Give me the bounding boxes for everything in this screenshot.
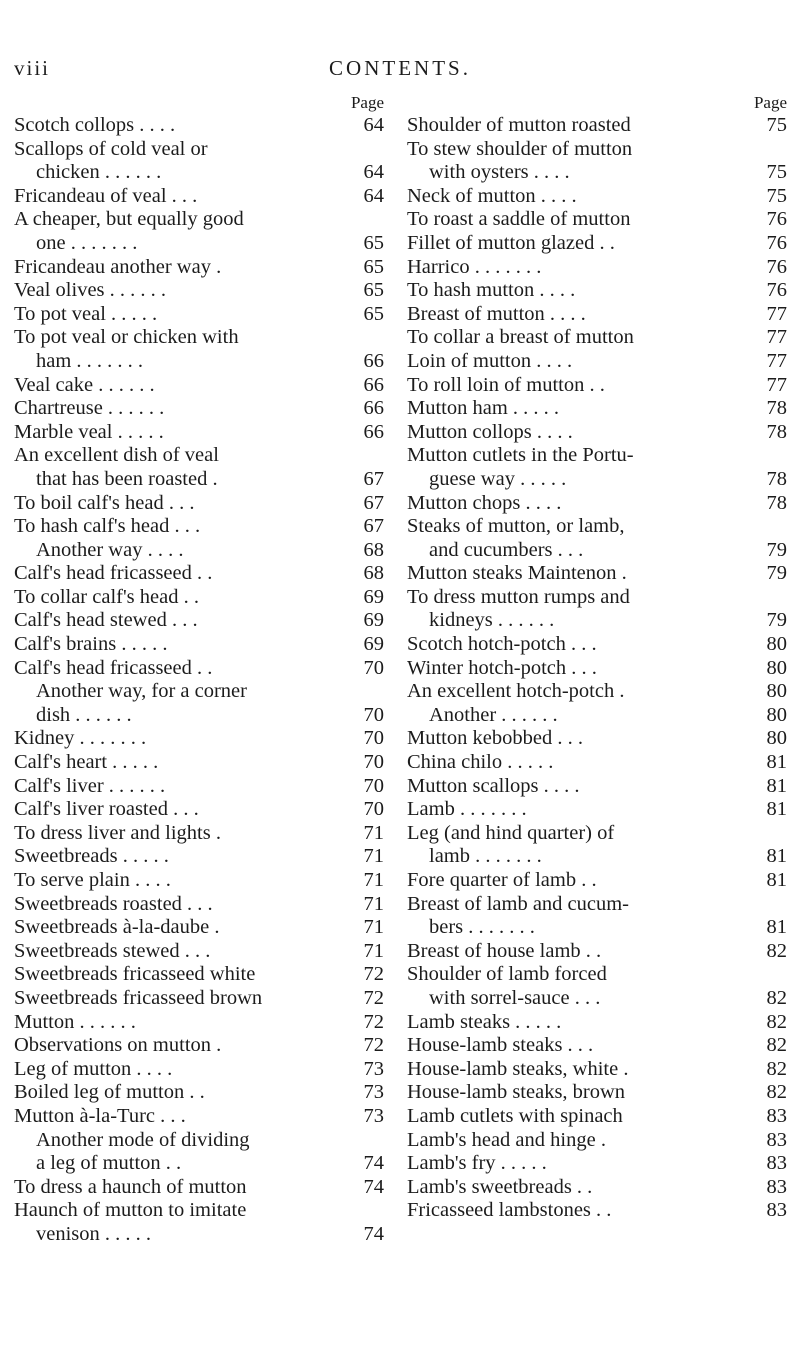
contents-entry bbox=[407, 845, 787, 869]
contents-entry bbox=[407, 138, 787, 162]
contents-entry bbox=[14, 562, 384, 586]
contents-entry bbox=[407, 1105, 787, 1129]
entry-title: Sweetbreads à-la-daube . bbox=[14, 916, 220, 939]
contents-entry bbox=[14, 963, 384, 987]
entry-page-number: 81 bbox=[766, 774, 787, 797]
page-number: viii bbox=[14, 56, 51, 80]
contents-entry bbox=[14, 138, 384, 162]
entry-page-number: 82 bbox=[766, 1034, 787, 1057]
entry-title: Veal cake . . . . . . bbox=[14, 373, 155, 396]
contents-entry bbox=[14, 1058, 384, 1082]
entry-page-number: 78 bbox=[766, 467, 787, 490]
entry-title: Lamb . . . . . . . bbox=[407, 798, 527, 821]
entry-page-number: 65 bbox=[363, 302, 384, 325]
entry-title: House-lamb steaks . . . bbox=[407, 1034, 594, 1057]
entry-title: To hash mutton . . . . bbox=[407, 279, 576, 302]
entry-page-number: 70 bbox=[363, 798, 384, 821]
entry-title: dish . . . . . . bbox=[36, 703, 132, 726]
page-header bbox=[0, 46, 800, 86]
entry-title: Lamb's sweetbreads . . bbox=[407, 1175, 593, 1198]
page-column-heading: Page bbox=[753, 93, 787, 112]
entry-page-number: 82 bbox=[766, 1081, 787, 1104]
entry-title: House-lamb steaks, brown bbox=[407, 1081, 626, 1104]
entry-page-number: 83 bbox=[766, 1175, 787, 1198]
entry-title: Sweetbreads fricasseed brown bbox=[14, 986, 263, 1009]
entry-page-number: 66 bbox=[363, 373, 384, 396]
entry-title: Scotch collops . . . . bbox=[14, 114, 176, 136]
entry-page-number: 81 bbox=[766, 845, 787, 868]
entry-title: Mutton ham . . . . . bbox=[407, 397, 560, 420]
entry-page-number: 80 bbox=[766, 680, 787, 703]
contents-entry bbox=[407, 775, 787, 799]
entry-title: Breast of mutton . . . . bbox=[407, 302, 586, 325]
entry-title: Breast of lamb and cucum- bbox=[407, 892, 630, 915]
entry-page-number: 80 bbox=[766, 656, 787, 679]
entry-page-number: 76 bbox=[766, 208, 787, 231]
contents-entry bbox=[14, 727, 384, 751]
entry-page-number: 64 bbox=[363, 161, 384, 184]
contents-entry bbox=[407, 751, 787, 775]
entry-title: a leg of mutton . . bbox=[36, 1152, 182, 1175]
entry-title: Shoulder of mutton roasted bbox=[407, 114, 631, 136]
contents-entry bbox=[14, 374, 384, 398]
contents-entry bbox=[407, 279, 787, 303]
entry-page-number: 75 bbox=[766, 184, 787, 207]
entry-title: chicken . . . . . . bbox=[36, 161, 162, 184]
contents-entry bbox=[407, 963, 787, 987]
contents-entry bbox=[407, 704, 787, 728]
entry-title: Mutton . . . . . . bbox=[14, 1010, 136, 1033]
contents-entry bbox=[14, 279, 384, 303]
contents-entry bbox=[14, 1081, 384, 1105]
entry-page-number: 76 bbox=[766, 255, 787, 278]
entry-title: Fricasseed lambstones . . bbox=[407, 1199, 612, 1222]
entry-title: To collar a breast of mutton bbox=[407, 326, 634, 349]
entry-title: Harrico . . . . . . . bbox=[407, 255, 542, 278]
contents-entry bbox=[14, 751, 384, 775]
entry-page-number: 66 bbox=[363, 397, 384, 420]
contents-entry bbox=[407, 515, 787, 539]
page-title: CONTENTS. bbox=[329, 56, 471, 80]
contents-entry bbox=[407, 350, 787, 374]
contents-entry bbox=[407, 893, 787, 917]
entry-title: To boil calf's head . . . bbox=[14, 491, 195, 514]
entry-page-number: 77 bbox=[766, 349, 787, 372]
entry-title: Leg of mutton . . . . bbox=[14, 1057, 173, 1080]
contents-entry bbox=[407, 1081, 787, 1105]
entry-page-number: 69 bbox=[363, 609, 384, 632]
entry-page-number: 70 bbox=[363, 727, 384, 750]
entry-title: Mutton scallops . . . . bbox=[407, 774, 580, 797]
entry-title: To pot veal . . . . . bbox=[14, 302, 158, 325]
entry-title: Calf's liver roasted . . . bbox=[14, 798, 199, 821]
entry-title: Lamb cutlets with spinach bbox=[407, 1104, 623, 1127]
entry-page-number: 81 bbox=[766, 916, 787, 939]
entry-title: To hash calf's head . . . bbox=[14, 515, 201, 538]
entry-title: one . . . . . . . bbox=[36, 231, 138, 254]
contents-entry bbox=[407, 326, 787, 350]
entry-title: Mutton chops . . . . bbox=[407, 491, 562, 514]
entry-page-number: 71 bbox=[363, 845, 384, 868]
contents-entry bbox=[407, 633, 787, 657]
entry-title: Winter hotch-potch . . . bbox=[407, 656, 597, 679]
contents-entry bbox=[14, 869, 384, 893]
contents-entry bbox=[14, 657, 384, 681]
entry-title: Scotch hotch-potch . . . bbox=[407, 633, 597, 656]
entry-page-number: 73 bbox=[363, 1057, 384, 1080]
entry-title: Sweetbreads stewed . . . bbox=[14, 939, 211, 962]
entry-title: Mutton steaks Maintenon . bbox=[407, 562, 627, 585]
entry-page-number: 82 bbox=[766, 939, 787, 962]
contents-entry bbox=[14, 114, 384, 138]
contents-entry bbox=[407, 562, 787, 586]
entry-page-number: 74 bbox=[363, 1175, 384, 1198]
contents-entry bbox=[14, 1034, 384, 1058]
contents-entry bbox=[14, 303, 384, 327]
entry-page-number: 79 bbox=[766, 562, 787, 585]
contents-entry bbox=[407, 421, 787, 445]
entry-title: To serve plain . . . . bbox=[14, 869, 171, 891]
entry-page-number: 71 bbox=[363, 869, 384, 891]
entry-page-number: 65 bbox=[363, 255, 384, 278]
entry-title: An excellent hotch-potch . bbox=[407, 680, 625, 703]
entry-page-number: 79 bbox=[766, 538, 787, 561]
entry-page-number: 70 bbox=[363, 656, 384, 679]
contents-entry bbox=[407, 492, 787, 516]
entry-title: Another way, for a corner bbox=[36, 680, 247, 703]
entry-page-number: 72 bbox=[363, 1010, 384, 1033]
entry-page-number: 70 bbox=[363, 751, 384, 774]
entry-title: Loin of mutton . . . . bbox=[407, 349, 573, 372]
entry-page-number: 72 bbox=[363, 963, 384, 986]
contents-entry bbox=[14, 940, 384, 964]
entry-title: Steaks of mutton, or lamb, bbox=[407, 515, 625, 538]
entry-title: kidneys . . . . . . bbox=[429, 609, 555, 632]
entry-title: Breast of house lamb . . bbox=[407, 939, 602, 962]
entry-page-number: 74 bbox=[363, 1222, 384, 1245]
contents-entry bbox=[407, 822, 787, 846]
entry-title: Mutton kebobbed . . . bbox=[407, 727, 583, 750]
entry-title: Sweetbreads fricasseed white bbox=[14, 963, 256, 986]
contents-entry bbox=[14, 1199, 384, 1223]
entry-page-number: 66 bbox=[363, 420, 384, 443]
contents-column-left bbox=[14, 92, 384, 1247]
entry-page-number: 65 bbox=[363, 279, 384, 302]
entry-title: Observations on mutton . bbox=[14, 1034, 222, 1057]
entry-title: Veal olives . . . . . . bbox=[14, 279, 167, 302]
contents-entry bbox=[407, 869, 787, 893]
entry-page-number: 67 bbox=[363, 515, 384, 538]
entry-page-number: 71 bbox=[363, 916, 384, 939]
entry-title: bers . . . . . . . bbox=[429, 916, 535, 939]
entry-page-number: 64 bbox=[363, 184, 384, 207]
entry-title: Shoulder of lamb forced bbox=[407, 963, 607, 986]
contents-entry bbox=[14, 1152, 384, 1176]
contents-entry bbox=[407, 987, 787, 1011]
entry-title: Marble veal . . . . . bbox=[14, 420, 164, 443]
entry-page-number: 82 bbox=[766, 1010, 787, 1033]
contents-entry bbox=[14, 444, 384, 468]
entry-title: venison . . . . . bbox=[36, 1222, 152, 1245]
contents-entry bbox=[14, 208, 384, 232]
entry-title: Fore quarter of lamb . . bbox=[407, 869, 597, 891]
contents-entry bbox=[14, 1105, 384, 1129]
contents-entry bbox=[14, 326, 384, 350]
entry-title: House-lamb steaks, white . bbox=[407, 1057, 629, 1080]
contents-entry bbox=[14, 232, 384, 256]
contents-entry bbox=[14, 586, 384, 610]
contents-entry bbox=[14, 397, 384, 421]
entry-title: To roll loin of mutton . . bbox=[407, 373, 605, 396]
entry-title: Another . . . . . . bbox=[429, 703, 558, 726]
entry-title: Boiled leg of mutton . . bbox=[14, 1081, 205, 1104]
page-column-heading: Page bbox=[350, 93, 384, 112]
entry-title: To collar calf's head . . bbox=[14, 585, 199, 608]
contents-entry bbox=[14, 350, 384, 374]
entry-page-number: 76 bbox=[766, 231, 787, 254]
contents-entry bbox=[407, 916, 787, 940]
contents-entry bbox=[407, 1129, 787, 1153]
entry-title: Sweetbreads . . . . . bbox=[14, 845, 169, 868]
contents-entry bbox=[14, 704, 384, 728]
entry-title: To stew shoulder of mutton bbox=[407, 137, 633, 160]
contents-entry bbox=[407, 185, 787, 209]
contents-entry bbox=[14, 1011, 384, 1035]
entry-title: Calf's head fricasseed . . bbox=[14, 562, 213, 585]
entry-page-number: 68 bbox=[363, 562, 384, 585]
entry-title: Mutton collops . . . . bbox=[407, 420, 573, 443]
contents-entry bbox=[407, 232, 787, 256]
contents-entry bbox=[14, 822, 384, 846]
contents-entry bbox=[407, 444, 787, 468]
contents-entry bbox=[14, 845, 384, 869]
entry-page-number: 83 bbox=[766, 1128, 787, 1151]
entry-title: with oysters . . . . bbox=[429, 161, 570, 184]
entry-page-number: 80 bbox=[766, 633, 787, 656]
entry-title: Calf's head fricasseed . . bbox=[14, 656, 213, 679]
entry-page-number: 68 bbox=[363, 538, 384, 561]
entry-title: To pot veal or chicken with bbox=[14, 326, 239, 349]
contents-entry bbox=[14, 633, 384, 657]
entry-page-number: 67 bbox=[363, 491, 384, 514]
entry-page-number: 70 bbox=[363, 703, 384, 726]
contents-entry bbox=[407, 1011, 787, 1035]
contents-entry bbox=[407, 539, 787, 563]
entry-page-number: 74 bbox=[363, 1152, 384, 1175]
contents-entry bbox=[407, 161, 787, 185]
contents-entry bbox=[407, 1058, 787, 1082]
contents-entry bbox=[407, 1034, 787, 1058]
contents-entry bbox=[407, 468, 787, 492]
entry-page-number: 73 bbox=[363, 1104, 384, 1127]
entry-page-number: 71 bbox=[363, 892, 384, 915]
entry-title: that has been roasted . bbox=[36, 467, 218, 490]
contents-entry bbox=[14, 421, 384, 445]
contents-entry bbox=[407, 303, 787, 327]
contents-entry bbox=[407, 1199, 787, 1223]
contents-entry bbox=[14, 539, 384, 563]
contents-entry bbox=[14, 256, 384, 280]
contents-entry bbox=[407, 798, 787, 822]
contents-entry bbox=[407, 609, 787, 633]
entry-title: Lamb's fry . . . . . bbox=[407, 1152, 547, 1175]
entry-title: lamb . . . . . . . bbox=[429, 845, 542, 868]
entry-title: Lamb's head and hinge . bbox=[407, 1128, 606, 1151]
entry-page-number: 66 bbox=[363, 349, 384, 372]
entry-page-number: 78 bbox=[766, 491, 787, 514]
contents-entry bbox=[407, 680, 787, 704]
entry-title: To dress a haunch of mutton bbox=[14, 1175, 247, 1198]
entry-title: To roast a saddle of mutton bbox=[407, 208, 631, 231]
entry-page-number: 80 bbox=[766, 727, 787, 750]
entry-page-number: 82 bbox=[766, 1057, 787, 1080]
entry-title: To dress mutton rumps and bbox=[407, 585, 630, 608]
contents-entry bbox=[407, 1152, 787, 1176]
entry-title: Mutton à-la-Turc . . . bbox=[14, 1104, 186, 1127]
entry-title: Mutton cutlets in the Portu- bbox=[407, 444, 634, 467]
contents-entry bbox=[14, 515, 384, 539]
contents-entry bbox=[407, 657, 787, 681]
entry-title: To dress liver and lights . bbox=[14, 821, 221, 844]
contents-entry bbox=[407, 374, 787, 398]
entry-title: Another mode of dividing bbox=[36, 1128, 250, 1151]
contents-entry bbox=[407, 940, 787, 964]
entry-page-number: 77 bbox=[766, 373, 787, 396]
entry-title: Sweetbreads roasted . . . bbox=[14, 892, 213, 915]
entry-title: Fricandeau another way . bbox=[14, 255, 222, 278]
entry-page-number: 78 bbox=[766, 420, 787, 443]
entry-page-number: 79 bbox=[766, 609, 787, 632]
contents-entry bbox=[14, 468, 384, 492]
contents-entry bbox=[14, 798, 384, 822]
entry-title: guese way . . . . . bbox=[429, 467, 567, 490]
entry-page-number: 76 bbox=[766, 279, 787, 302]
contents-entry bbox=[14, 185, 384, 209]
entry-title: Leg (and hind quarter) of bbox=[407, 821, 615, 844]
contents-entry bbox=[14, 916, 384, 940]
entry-title: China chilo . . . . . bbox=[407, 751, 554, 774]
contents-entry bbox=[14, 1129, 384, 1153]
entry-page-number: 72 bbox=[363, 1034, 384, 1057]
entry-page-number: 78 bbox=[766, 397, 787, 420]
entry-page-number: 64 bbox=[363, 114, 384, 136]
contents-entry bbox=[407, 1176, 787, 1200]
entry-title: Haunch of mutton to imitate bbox=[14, 1199, 247, 1222]
contents-entry bbox=[407, 114, 787, 138]
contents-entry bbox=[14, 775, 384, 799]
entry-title: and cucumbers . . . bbox=[429, 538, 584, 561]
contents-entry bbox=[407, 397, 787, 421]
entry-page-number: 71 bbox=[363, 939, 384, 962]
contents-entry bbox=[407, 727, 787, 751]
entry-title: Calf's heart . . . . . bbox=[14, 751, 159, 774]
entry-page-number: 70 bbox=[363, 774, 384, 797]
entry-title: An excellent dish of veal bbox=[14, 444, 219, 467]
entry-page-number: 75 bbox=[766, 161, 787, 184]
contents-entry bbox=[14, 893, 384, 917]
entry-page-number: 73 bbox=[363, 1081, 384, 1104]
entry-page-number: 81 bbox=[766, 798, 787, 821]
contents-entry bbox=[407, 586, 787, 610]
entry-title: ham . . . . . . . bbox=[36, 349, 144, 372]
entry-page-number: 65 bbox=[363, 231, 384, 254]
contents-entry bbox=[14, 492, 384, 516]
contents-entry bbox=[14, 161, 384, 185]
entry-page-number: 83 bbox=[766, 1199, 787, 1222]
entry-page-number: 81 bbox=[766, 751, 787, 774]
entry-title: A cheaper, but equally good bbox=[14, 208, 244, 231]
entry-page-number: 67 bbox=[363, 467, 384, 490]
contents-entry bbox=[14, 987, 384, 1011]
contents-entry bbox=[14, 1223, 384, 1247]
contents-entry bbox=[14, 1176, 384, 1200]
entry-page-number: 72 bbox=[363, 986, 384, 1009]
entry-title: Another way . . . . bbox=[36, 538, 184, 561]
entry-title: Neck of mutton . . . . bbox=[407, 184, 577, 207]
entry-title: Chartreuse . . . . . . bbox=[14, 397, 165, 420]
contents-column-right bbox=[407, 92, 787, 1223]
entry-page-number: 83 bbox=[766, 1104, 787, 1127]
entry-page-number: 81 bbox=[766, 869, 787, 891]
entry-title: Calf's head stewed . . . bbox=[14, 609, 198, 632]
entry-page-number: 82 bbox=[766, 986, 787, 1009]
entry-page-number: 75 bbox=[766, 114, 787, 136]
entry-page-number: 80 bbox=[766, 703, 787, 726]
entry-page-number: 69 bbox=[363, 633, 384, 656]
entry-title: Fillet of mutton glazed . . bbox=[407, 231, 615, 254]
entry-title: with sorrel-sauce . . . bbox=[429, 986, 601, 1009]
contents-entry bbox=[14, 609, 384, 633]
entry-page-number: 69 bbox=[363, 585, 384, 608]
contents-entry bbox=[14, 680, 384, 704]
entry-title: Lamb steaks . . . . . bbox=[407, 1010, 562, 1033]
contents-entry bbox=[407, 256, 787, 280]
entry-page-number: 77 bbox=[766, 302, 787, 325]
contents-entry bbox=[407, 208, 787, 232]
entry-page-number: 71 bbox=[363, 821, 384, 844]
entry-title: Fricandeau of veal . . . bbox=[14, 184, 198, 207]
entry-page-number: 83 bbox=[766, 1152, 787, 1175]
entry-title: Scallops of cold veal or bbox=[14, 137, 208, 160]
entry-title: Calf's brains . . . . . bbox=[14, 633, 168, 656]
entry-page-number: 77 bbox=[766, 326, 787, 349]
entry-title: Kidney . . . . . . . bbox=[14, 727, 147, 750]
entry-title: Calf's liver . . . . . . bbox=[14, 774, 166, 797]
